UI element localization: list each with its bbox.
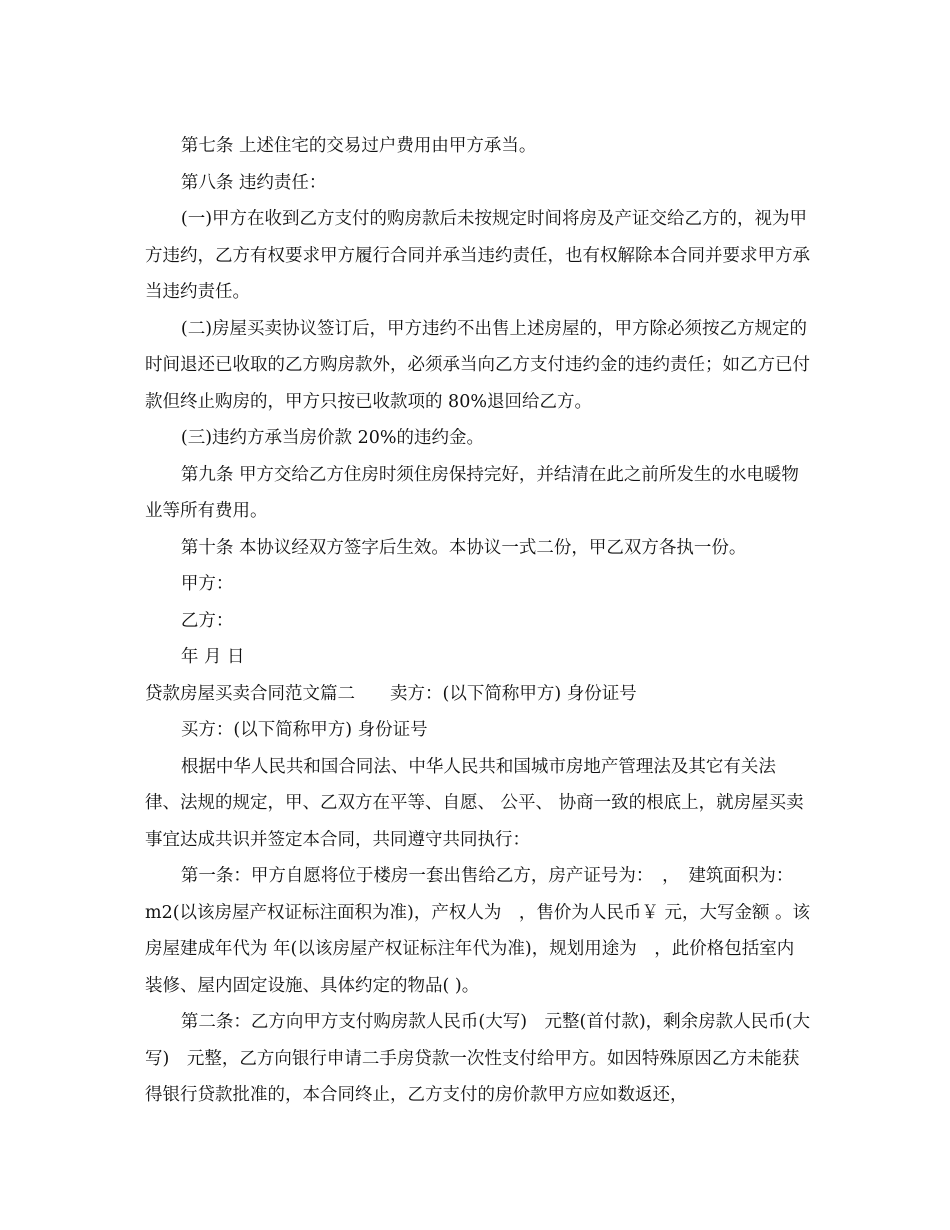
article-1: 第一条：甲方自愿将位于楼房一套出售给乙方，房产证号为： ， 建筑面积为： m2(以该房屋产权证标注面积为准)，产权人为 ，售价为人民币￥ 元，大写金额 。该房屋建成年代为 年(以该房屋产权证标注年代为准)，规划用途为 ，此价格包括室内装修、屋内固定设施、具体约定的物品( )。 [145, 866, 811, 996]
article-2: 第二条：乙方向甲方支付购房款人民币(大写) 元整(首付款)，剩余房款人民币(大写) 元整，乙方向银行申请二手房贷款一次性支付给甲方。如因特殊原因乙方未能获得银行贷款批准的，本合同终止，乙方支付的房价款甲方应如数返还， [145, 1012, 811, 1105]
preamble: 根据中华人民共和国合同法、中华人民共和国城市房地产管理法及其它有关法律、法规的规定，甲、乙双方在平等、自愿、 公平、 协商一致的根底上，就房屋买卖事宜达成共识并签定本合同，共同遵守共同执行： [145, 756, 804, 850]
clause-8-item-3: (三)违约方承当房价款 20%的违约金。 [180, 428, 484, 448]
party-b-signature: 乙方： [180, 610, 234, 631]
party-a-signature: 甲方： [180, 574, 234, 594]
clause-8-item-1: (一)甲方在收到乙方支付的购房款后未按规定时间将房及产证交给乙方的，视为甲方违约，乙方有权要求甲方履行合同并承当违约责任，也有权解除本合同并要求甲方承当违约责任。 [145, 209, 810, 302]
clause-8-heading: 第八条 违约责任： [180, 172, 327, 193]
section-2-title: 贷款房屋买卖合同范文篇二 卖方：(以下简称甲方) 身份证号 [145, 683, 637, 704]
clause-7: 第七条 上述住宅的交易过户费用由甲方承当。 [180, 136, 537, 156]
clause-9: 第九条 甲方交给乙方住房时须住房保持完好，并结清在此之前所发生的水电暖物业等所有费用。 [145, 464, 799, 521]
document-body [145, 128, 810, 1114]
clause-8-item-2: (二)房屋买卖协议签订后，甲方违约不出售上述房屋的，甲方除必须按乙方规定的时间退还已收取的乙方购房款外，必须承当向乙方支付违约金的违约责任；如乙方已付款但终止购房的，甲方只按已收款项的 80%退回给乙方。 [145, 318, 810, 412]
signature-date: 年 月 日 [180, 647, 245, 667]
buyer-line: 买方：(以下简称甲方) 身份证号 [180, 720, 428, 740]
clause-10: 第十条 本协议经双方签字后生效。本协议一式二份，甲乙双方各执一份。 [180, 537, 747, 558]
